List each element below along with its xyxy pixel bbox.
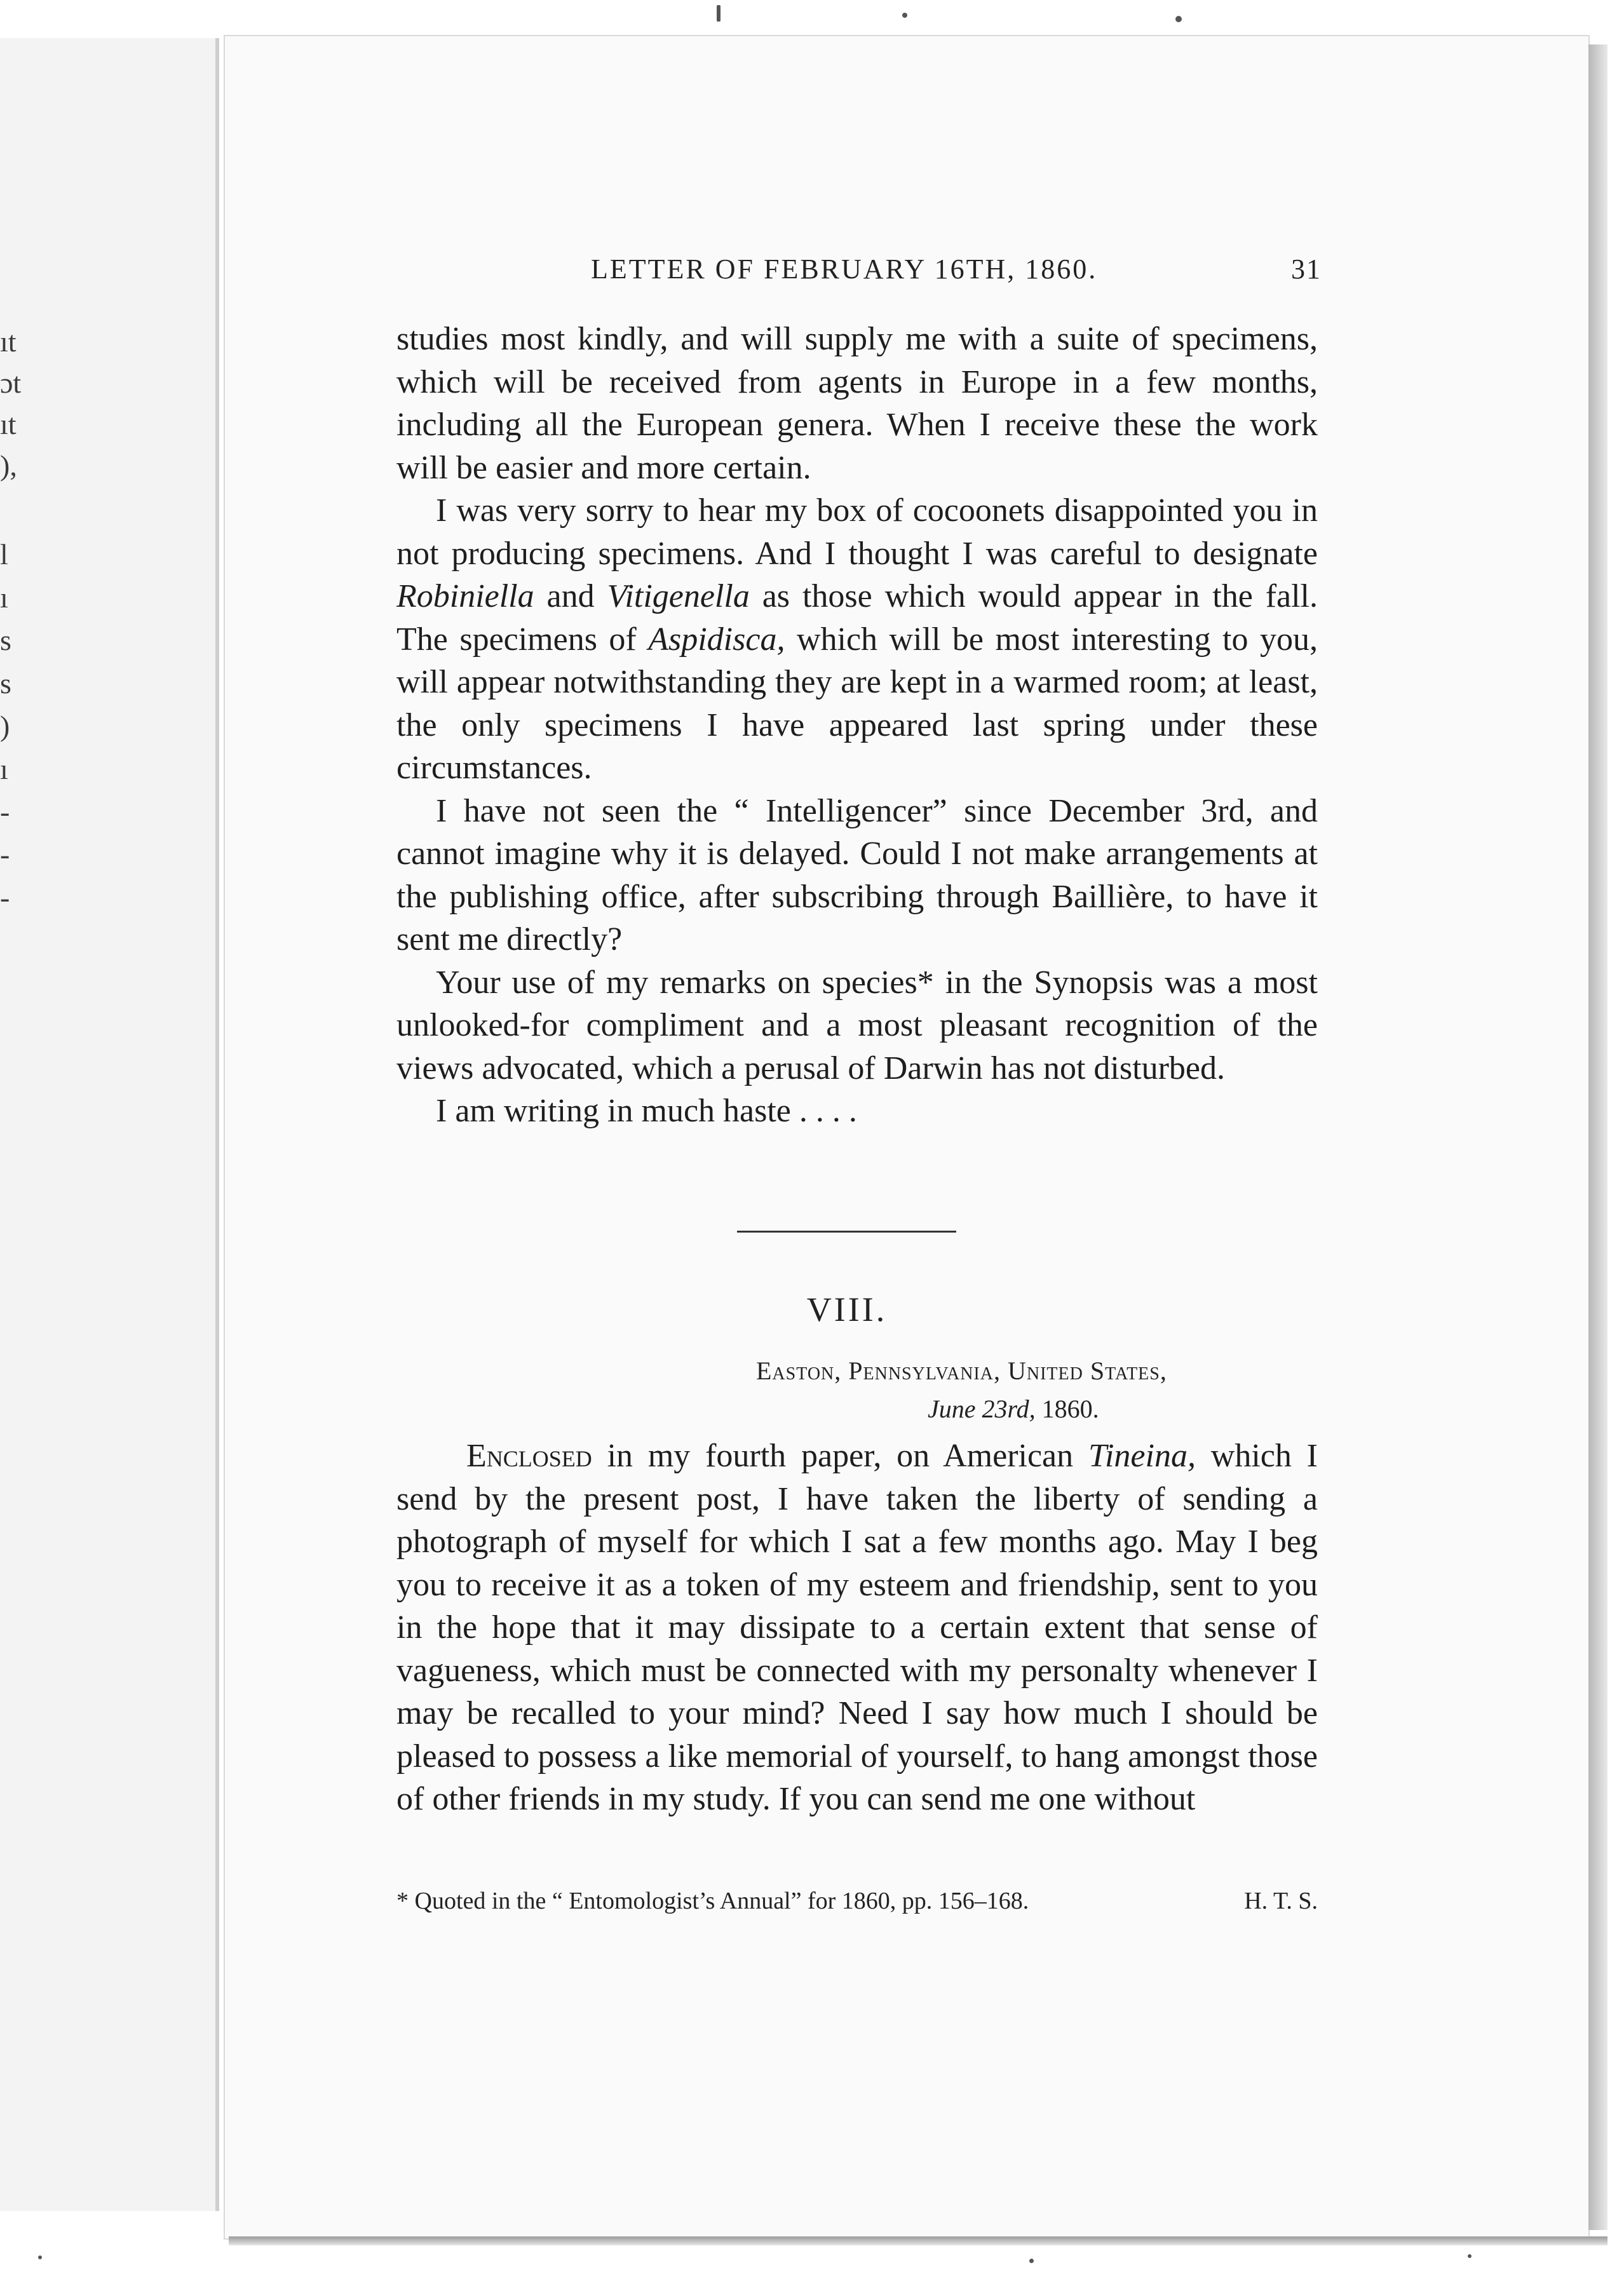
- date-day: June 23rd,: [928, 1395, 1036, 1423]
- fringe-char: s: [0, 624, 11, 656]
- fringe-char: ı: [0, 581, 8, 614]
- taxon-name: Tineina,: [1088, 1438, 1196, 1474]
- text-run: I was very sorry to hear my box of cocoonets disappointed you in not producing specimens. And I thought I was careful to designate: [396, 492, 1318, 572]
- footnote: [396, 1887, 1318, 1915]
- footnote-initials: H. T. S.: [1244, 1888, 1318, 1914]
- taxon-name: Vitigenella: [607, 578, 750, 614]
- dateline-date: [756, 1390, 1290, 1428]
- dateline-place: Easton, Pennsylvania, United States,: [756, 1356, 1167, 1385]
- fringe-char: ı: [0, 753, 8, 785]
- scan-speck: [1029, 2259, 1034, 2263]
- scan-speck: [902, 13, 907, 18]
- page-edge-shadow: [1588, 44, 1607, 2230]
- taxon-name: Robiniella: [396, 578, 534, 614]
- paragraph: I am writing in much haste . . . .: [436, 1093, 857, 1129]
- text-run: which I send by the present post, I have taken the liberty of sending a photograph of myself for which I sat a few months ago. May I beg you to receive it as a token of my esteem and friendship, sent to you in the hope that it may dissipate to a certain extent that sense of vagueness, which must be connected with my personalty whenever I may be recalled to your mind? Need I say how much I should be pleased to possess a like memorial of yourself, to hang amongst those of other friends in my study. If you can send me one without: [396, 1438, 1318, 1817]
- scan-speck: [717, 5, 721, 22]
- text-run: which will be most interesting to you, will appear notwithstanding they are kept in a warmed room; at least, the only specimens I have appeared last spring under these circumstances.: [396, 621, 1318, 786]
- paragraph: [396, 1435, 1318, 1821]
- text-run: and: [534, 578, 607, 614]
- dateline: [756, 1352, 1290, 1428]
- fringe-char: ): [0, 710, 10, 742]
- running-head-title: LETTER OF FEBRUARY 16TH, 1860.: [591, 254, 1098, 285]
- scan-speck: [1175, 16, 1182, 22]
- page-bottom-shadow: [229, 2236, 1607, 2245]
- text-run: in my fourth paper, on American: [592, 1438, 1088, 1474]
- footnote-text: * Quoted in the “ Entomologist’s Annual” for 1860, pp. 156–168.: [396, 1888, 1029, 1914]
- page-number: 31: [1291, 254, 1322, 285]
- fringe-char: -: [0, 795, 10, 828]
- section-divider: [737, 1231, 956, 1233]
- taxon-name: Aspidisca,: [648, 621, 785, 658]
- date-year: 1860.: [1035, 1395, 1099, 1423]
- running-head: [591, 253, 1322, 285]
- paragraph: studies most kindly, and will supply me with a suite of specimens, which will be received from agents in Europe in a few months, including all the European genera. When I receive these the work will be easier and more certain.: [396, 321, 1318, 486]
- fringe-char: s: [0, 667, 11, 700]
- lead-word: Enclosed: [466, 1438, 592, 1474]
- continuation-text: [396, 318, 1318, 1133]
- letter-text: [396, 1435, 1318, 1821]
- fringe-char: l: [0, 538, 8, 571]
- fringe-char: -: [0, 881, 10, 914]
- fringe-char: ıt: [0, 325, 17, 358]
- paragraph: [396, 489, 1318, 790]
- scan-speck: [38, 2255, 42, 2259]
- fringe-char: ),: [0, 449, 17, 482]
- fringe-char: -: [0, 838, 10, 870]
- text-run: as those which would appear in the fall. The specimens of: [396, 578, 1318, 658]
- section-number: VIII.: [806, 1290, 888, 1329]
- fringe-char: ıt: [0, 408, 17, 440]
- paragraph: I have not seen the “ Intelligencer” since December 3rd, and cannot imagine why it is delayed. Could I not make arrangements at the publishing office, after subscribing through Baillière, to have it sent me directly?: [396, 792, 1318, 957]
- paragraph: Your use of my remarks on species* in the Synopsis was a most unlooked-for compliment and a most pleasant recognition of the views advocated, which a perusal of Darwin has not disturbed.: [396, 964, 1318, 1086]
- left-facing-page: [0, 38, 219, 2211]
- fringe-char: ɔt: [0, 367, 22, 399]
- scan-speck: [1468, 2254, 1472, 2258]
